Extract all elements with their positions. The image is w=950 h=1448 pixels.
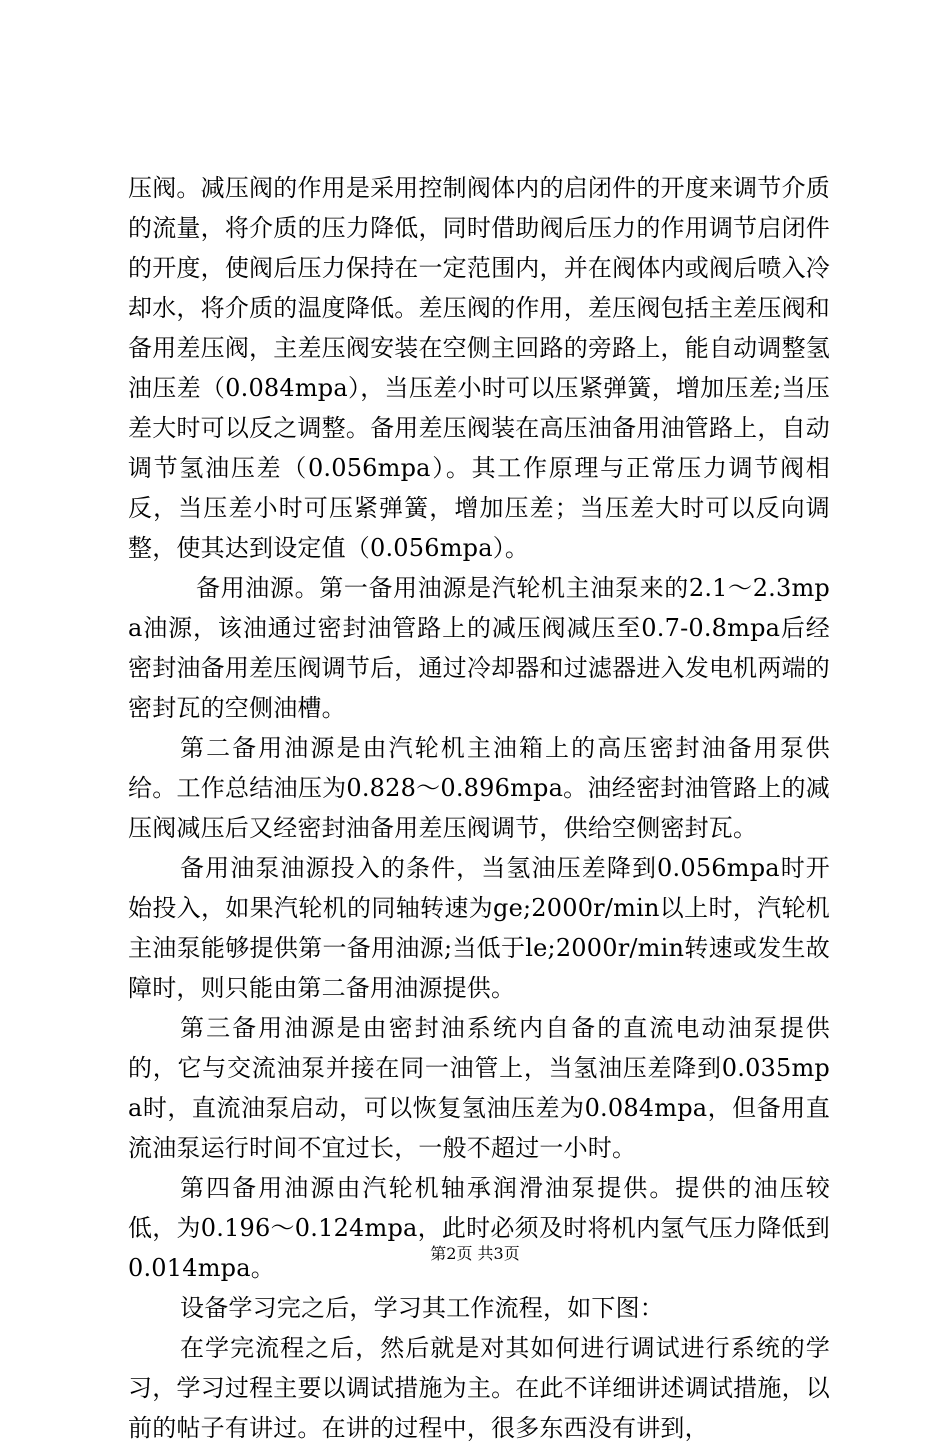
paragraph-workflow-intro: 设备学习完之后，学习其工作流程，如下图： bbox=[180, 1294, 664, 1322]
paragraph-pressure-valves: 压阀。减压阀的作用是采用控制阀体内的启闭件的开度来调节介质的流量，将介质的压力降低，同时借助阀后压力的作用调节启闭件的开度，使阀后压力保持在一定范围内，并在阀体内或阀后喷入冷却水，将介质的温度降低。差压阀的作用，差压阀包括主差压阀和备用差压阀，主差压阀安装在空侧主回路的旁路上，能自动调整氢油压差（0.084mpa），当压差小时可以压紧弹簧，增加压差;当压差大时可以反之调整。备用差压阀装在高压油备用油管路上，自动调节氢油压差（0.056mpa）。其工作原理与正常压力调节阀相反，当压差小时可压紧弹簧，增加压差；当压差大时可以反向调整，使其达到设定值（0.056mpa）。 bbox=[128, 174, 830, 562]
page-number-footer: 第2页 共3页 bbox=[430, 1244, 520, 1263]
paragraph-backup-oil-source-2: 第二备用油源是由汽轮机主油箱上的高压密封油备用泵供给。工作总结油压为0.828～0.896mpa。油经密封油管路上的减压阀减压后又经密封油备用差压阀调节，供给空侧密封瓦。 bbox=[128, 734, 830, 842]
paragraph-backup-oil-source-3: 第三备用油源是由密封油系统内自备的直流电动油泵提供的，它与交流油泵并接在同一油管上，当氢油压差降到0.035mpa时，直流油泵启动，可以恢复氢油压差为0.084mpa，但备用直流油泵运行时间不宜过长，一般不超过一小时。 bbox=[128, 1014, 830, 1162]
paragraph-backup-pump-conditions: 备用油泵油源投入的条件，当氢油压差降到0.056mpa时开始投入，如果汽轮机的同轴转速为ge;2000r/min以上时，汽轮机主油泵能够提供第一备用油源;当低于le;2000r/min转速或发生故障时，则只能由第二备用油源提供。 bbox=[128, 854, 830, 1002]
paragraph-backup-oil-source-1: 备用油源。第一备用油源是汽轮机主油泵来的2.1～2.3mpa油源，该油通过密封油管路上的减压阀减压至0.7-0.8mpa后经密封油备用差压阀调节后，通过冷却器和过滤器进入发电机两端的密封瓦的空侧油槽。 bbox=[128, 574, 830, 722]
paragraph-backup-oil-source-4: 第四备用油源由汽轮机轴承润滑油泵提供。提供的油压较低，为0.196～0.124mpa，此时必须及时将机内氢气压力降低到0.014mpa。 bbox=[128, 1174, 830, 1282]
paragraph-commissioning-study: 在学完流程之后，然后就是对其如何进行调试进行系统的学习，学习过程主要以调试措施为主。在此不详细讲述调试措施，以前的帖子有讲过。在讲的过程中，很多东西没有讲到， bbox=[128, 1334, 830, 1442]
